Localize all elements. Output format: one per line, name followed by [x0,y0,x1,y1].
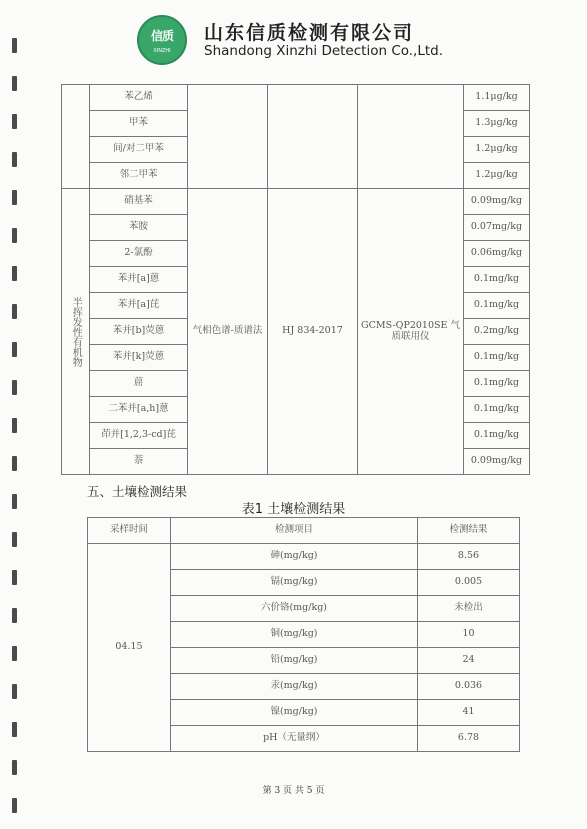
table-row [62,189,530,215]
sampling-date: 04.15 [88,544,171,752]
detection-limit: 0.06mg/kg [464,241,530,267]
company-logo [137,15,187,65]
binding-hole [12,722,17,737]
detection-limit: 1.3μg/kg [464,111,530,137]
section-title: 五、土壤检测结果 [87,484,188,499]
test-item: pH（无量纲） [171,726,418,752]
test-item: 甲苯 [90,111,188,137]
test-result: 24 [418,648,520,674]
test-item: 䓛 [90,371,188,397]
detection-limit: 1.2μg/kg [464,137,530,163]
logo-subtext: XINZHI [153,48,171,54]
logo-text: 信质 [150,29,173,43]
test-item: 苯并[b]荧蒽 [90,319,188,345]
detection-limit: 0.1mg/kg [464,423,530,449]
binding-hole [12,646,17,661]
binding-hole [12,266,17,281]
category-cell-volatile [62,85,90,189]
instrument-cell: GCMS-QP2010SE 气质联用仪 [358,189,464,475]
detection-limit: 0.09mg/kg [464,449,530,475]
test-item: 镉(mg/kg) [171,570,418,596]
binding-hole [12,380,17,395]
page-number: 第 3 页 共 5 页 [262,786,325,796]
test-item: 茚并[1,2,3-cd]芘 [90,423,188,449]
test-item: 六价铬(mg/kg) [171,596,418,622]
method-cell-volatile [188,85,268,189]
test-item: 汞(mg/kg) [171,674,418,700]
binding-hole [12,798,17,813]
binding-hole [12,532,17,547]
header-test-item: 检测项目 [171,518,418,544]
binding-hole [12,114,17,129]
table-row [62,85,530,111]
detection-limit: 0.1mg/kg [464,293,530,319]
test-item: 铜(mg/kg) [171,622,418,648]
table-header-row [88,518,520,544]
header-sampling-time: 采样时间 [88,518,171,544]
detection-limit: 0.1mg/kg [464,371,530,397]
test-item: 苯并[a]蒽 [90,267,188,293]
binding-hole [12,190,17,205]
table-row [88,544,520,570]
detection-limit: 1.1μg/kg [464,85,530,111]
company-name-cn: 山东信质检测有限公司 [204,22,415,44]
soil-results-table [87,517,520,752]
detection-limit: 0.1mg/kg [464,345,530,371]
test-item: 萘 [90,449,188,475]
test-result: 6.78 [418,726,520,752]
binding-hole [12,152,17,167]
test-item: 铅(mg/kg) [171,648,418,674]
test-item: 2-氯酚 [90,241,188,267]
binding-hole [12,304,17,319]
table-caption: 表1 土壤检测结果 [241,502,346,517]
test-item: 苯乙烯 [90,85,188,111]
category-cell: 半挥发性有机物 [62,189,90,475]
test-item: 间/对二甲苯 [90,137,188,163]
test-item: 硝基苯 [90,189,188,215]
test-result: 8.56 [418,544,520,570]
test-item: 邻二甲苯 [90,163,188,189]
binding-hole [12,38,17,53]
test-item: 二苯并[a,h]蒽 [90,397,188,423]
standard-cell-volatile [268,85,358,189]
binding-hole [12,456,17,471]
detection-method-table [61,84,530,475]
detection-limit: 0.2mg/kg [464,319,530,345]
test-result: 41 [418,700,520,726]
binding-hole [12,228,17,243]
test-item: 砷(mg/kg) [171,544,418,570]
test-item: 镍(mg/kg) [171,700,418,726]
binding-hole [12,760,17,775]
binding-hole [12,570,17,585]
test-item: 苯并[a]芘 [90,293,188,319]
header-test-result: 检测结果 [418,518,520,544]
binding-hole [12,418,17,433]
test-result: 10 [418,622,520,648]
binding-hole [12,684,17,699]
letterhead [137,12,457,68]
detection-limit: 0.1mg/kg [464,267,530,293]
detection-limit: 0.09mg/kg [464,189,530,215]
binding-hole [12,342,17,357]
binding-holes [12,0,22,829]
binding-hole [12,608,17,623]
method-cell: 气相色谱-质谱法 [188,189,268,475]
test-result: 0.005 [418,570,520,596]
instrument-cell-volatile [358,85,464,189]
binding-hole [12,76,17,91]
test-item: 苯胺 [90,215,188,241]
test-result: 未检出 [418,596,520,622]
standard-cell: HJ 834-2017 [268,189,358,475]
test-item: 苯并[k]荧蒽 [90,345,188,371]
test-result: 0.036 [418,674,520,700]
detection-limit: 0.07mg/kg [464,215,530,241]
detection-limit: 0.1mg/kg [464,397,530,423]
company-name-en: Shandong Xinzhi Detection Co.,Ltd. [204,43,444,59]
detection-limit: 1.2μg/kg [464,163,530,189]
